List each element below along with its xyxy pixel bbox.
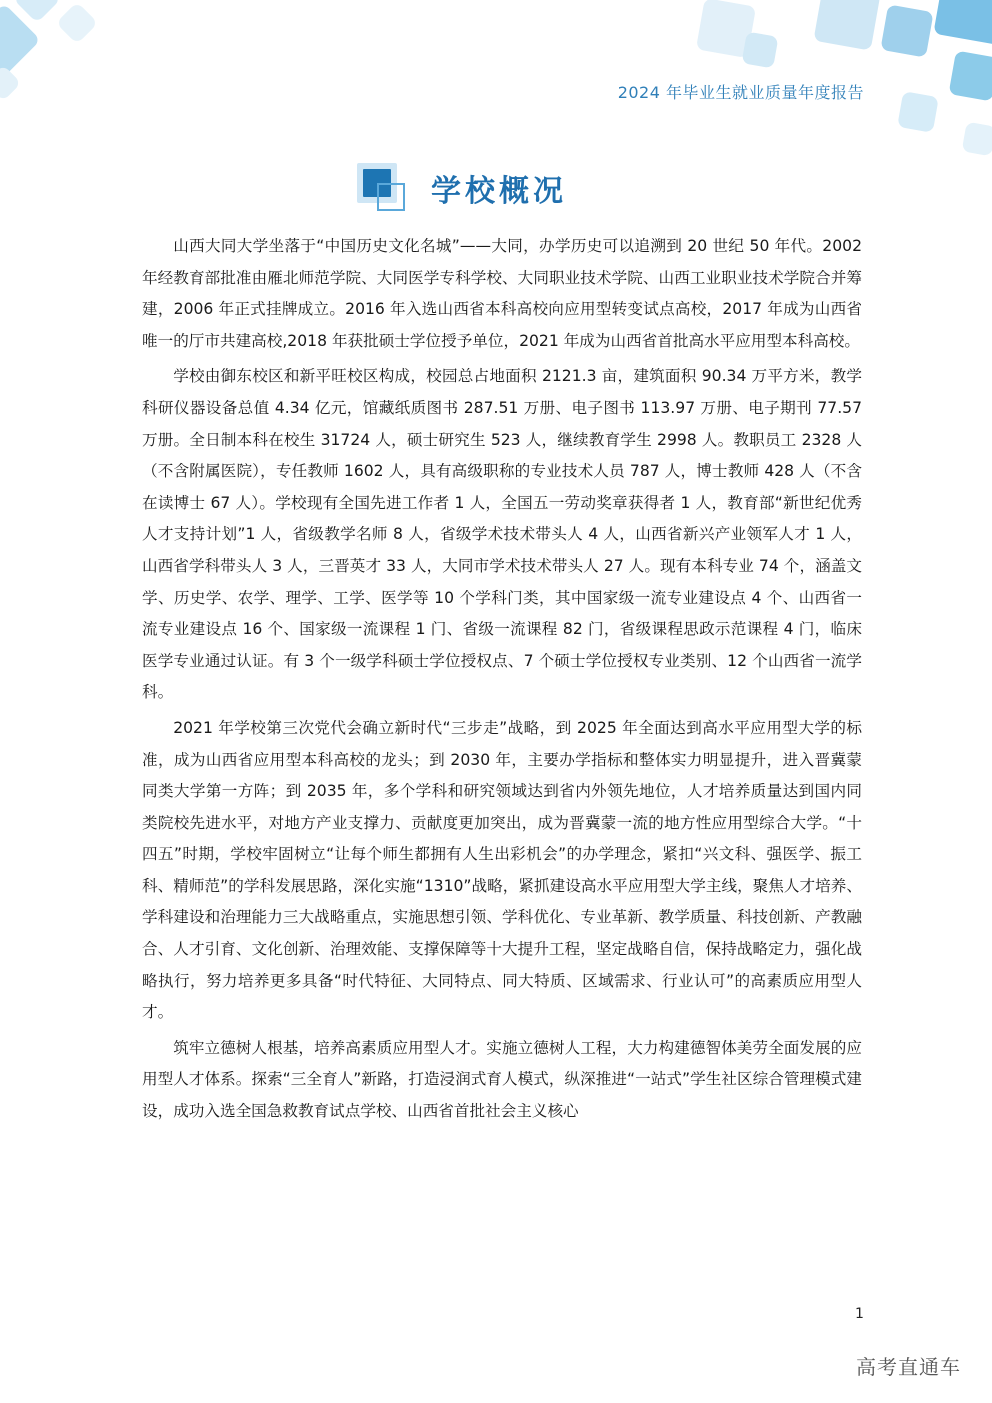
paragraph: 学校由御东校区和新平旺校区构成，校园总占地面积 2121.3 亩，建筑面积 90.34 万平方米，教学科研仪器设备总值 4.34 亿元，馆藏纸质图书 287.51 万册、电子图书 113.97 万册、电子期刊 77.57 万册。全日制本科在校生 31724 人，硕士研究生 523 人，继续教育学生 2998 人。教职员工 2328 人（不含附属医院），专任教师 1602 人，具有高级职称的专业技术人员 787 人，博士教师 428 人（不含在读博士 67 人）。学校现有全国先进工作者 1 人，全国五一劳动奖章获得者 1 人，教育部“新世纪优秀人才支持计划”1 人，省级教学名师 8 人，省级学术技术带头人 4 人，山西省新兴产业领军人才 1 人，山西省学科带头人 3 人，三晋英才 33 人，大同市学术技术带头人 27 人。现有本科专业 74 个，涵盖文学、历史学、农学、理学、工学、医学等 10 个学科门类，其中国家级一流专业建设点 4 个、山西省一流专业建设点 16 个、国家级一流课程 1 门、省级一流课程 82 门，省级课程思政示范课程 4 门，临床医学专业通过认证。有 3 个一级学科硕士学位授权点、7 个硕士学位授权专业类别、12 个山西省一流学科。 [142,367,862,702]
corner-decoration-tile [933,0,992,46]
page-number: 1 [855,1306,864,1322]
corner-decoration-tile [962,122,992,157]
report-header-title: 2024 年毕业生就业质量年度报告 [617,83,864,102]
body-text [142,231,862,1132]
corner-decoration-tile [813,0,880,51]
corner-decoration-tile [880,4,933,57]
corner-decoration-tile [56,2,98,44]
corner-decoration-tile [897,91,939,133]
paragraph: 2021 年学校第三次党代会确立新时代“三步走”战略，到 2025 年全面达到高水平应用型大学的标准，成为山西省应用型本科高校的龙头；到 2030 年，主要办学指标和整体实力明显提升，进入晋冀蒙同类大学第一方阵；到 2035 年，多个学科和研究领域达到省内外领先地位，人才培养质量达到国内同类院校先进水平，对地方产业支撑力、贡献度更加突出，成为晋冀蒙一流的地方性应用型综合大学。“十四五”时期，学校牢固树立“让每个师生都拥有人生出彩机会”的办学理念，紧扣“兴文科、强医学、振工科、精师范”的学科发展思路，深化实施“1310”战略，紧抓建设高水平应用型大学主线，聚焦人才培养、学科建设和治理能力三大战略重点，实施思想引领、学科优化、专业革新、教学质量、科技创新、产教融合、人才引育、文化创新、治理效能、支撑保障等十大提升工程，坚定战略自信，保持战略定力，强化战略执行，努力培养更多具备“时代特征、大同特点、同大特质、区域需求、行业认可”的高素质应用型人才。 [142,718,862,1022]
layered-squares-icon [357,161,407,215]
paragraph: 山西大同大学坐落于“中国历史文化名城”——大同，办学历史可以追溯到 20 世纪 50 年代。2002 年经教育部批准由雁北师范学院、大同医学专科学校、大同职业技术学院、山西工业职业技术学院合并筹建，2006 年正式挂牌成立。2016 年入选山西省本科高校向应用型转变试点高校，2017 年成为山西省唯一的厅市共建高校,2018 年获批硕士学位授予单位，2021 年成为山西省首批高水平应用型本科高校。 [142,237,862,350]
watermark-text: 高考直通车 [856,1355,961,1379]
section-heading [357,160,567,216]
corner-decoration-tile [0,65,21,102]
corner-decoration-tile [949,51,992,102]
paragraph: 筑牢立德树人根基，培养高素质应用型人才。实施立德树人工程，大力构建德智体美劳全面发展的应用型人才体系。探索“三全育人”新路，打造浸润式育人模式，纵深推进“一站式”学生社区综合管理模式建设，成功入选全国急救教育试点学校、山西省首批社会主义核心 [142,1038,862,1121]
corner-decoration-tile [741,31,778,68]
page-title: 学校概况 [431,174,567,209]
